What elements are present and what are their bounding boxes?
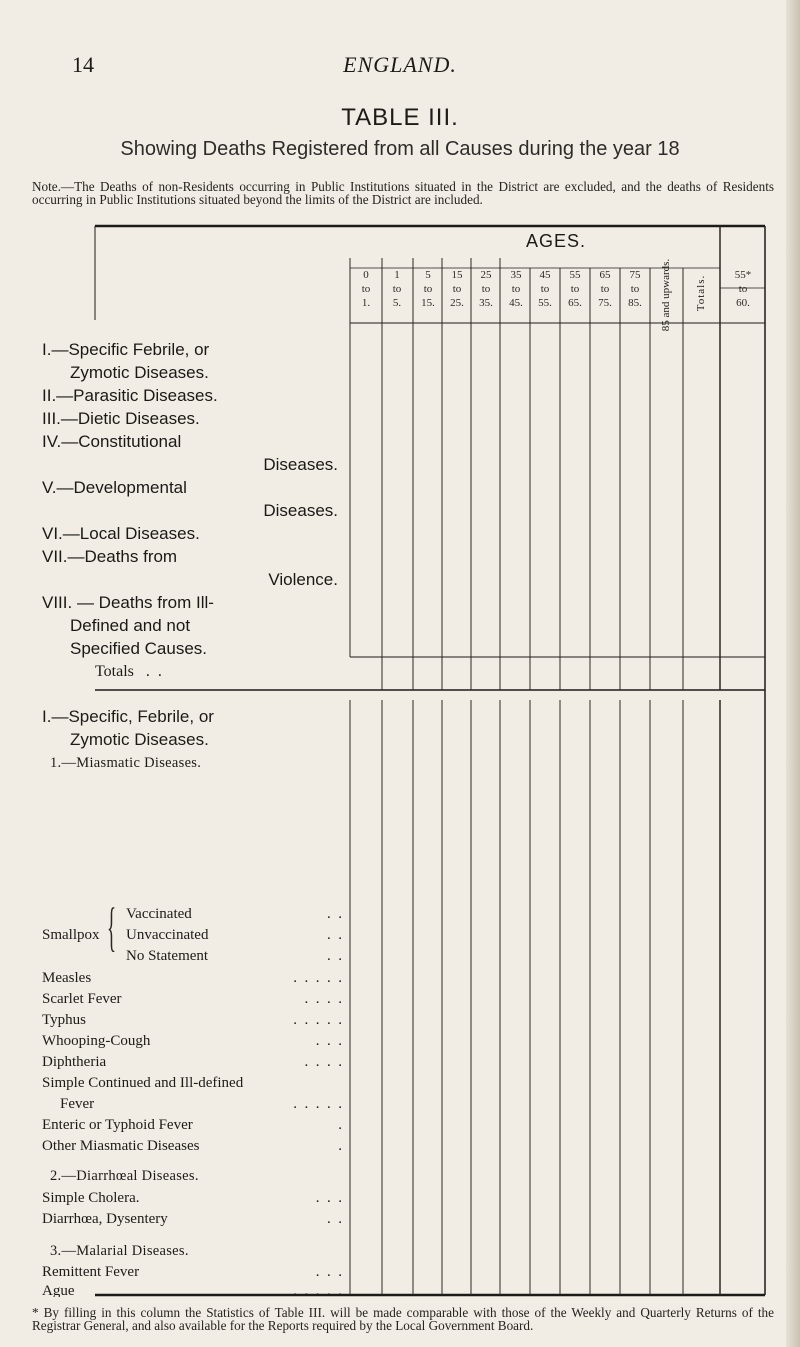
sub-heading-malarial: 3.—Malarial Diseases. (50, 1243, 189, 1259)
page-number: 14 (72, 52, 94, 77)
age-col-6: 45 to 55. (538, 269, 552, 309)
row-diarrhoea: Diarrhœa, Dysentery . . (42, 1211, 342, 1227)
class-4: IV.—Constitutional Diseases. (42, 432, 338, 474)
class-8: VIII. — Deaths from Ill- Defined and not Specified Causes. (42, 593, 214, 658)
sub-heading-diarrhoeal: 2.—Diarrhœal Diseases. (50, 1168, 199, 1184)
row-simple-continued: Simple Continued and Ill-defined (42, 1075, 244, 1091)
row-typhus: Typhus . . . . . (42, 1012, 342, 1028)
age-col-5: 35 to 45. (509, 269, 523, 309)
row-ague: Ague . . . . . (42, 1283, 342, 1297)
age-col-2: 5 to 15. (421, 269, 435, 309)
row-whooping-cough: Whooping-Cough . . . (42, 1033, 342, 1049)
table-title: TABLE III. (341, 104, 459, 131)
age-col-4: 25 to 35. (479, 269, 493, 309)
class-5: V.—Developmental Diseases. (42, 478, 338, 520)
age-col-3: 15 to 25. (450, 269, 464, 309)
row-measles: Measles . . . . . (42, 970, 342, 986)
class-6: VI.—Local Diseases. (42, 524, 200, 543)
footnote: * By filling in this column the Statistics of Table III. will be made comparable with those of the Weekly and Quarterly Returns of the Registrar General, and also available for the Reports required by the Local Government Board. (32, 1305, 774, 1333)
row-unvaccinated: Unvaccinated . . (126, 927, 342, 943)
age-col-1: 1 to 5. (392, 269, 402, 309)
row-no-statement: No Statement . . (126, 948, 342, 964)
age-col-55-60: 55* to 60. (734, 269, 752, 309)
row-diphtheria: Diphtheria . . . . (42, 1054, 342, 1070)
totals-col-heading: Totals. (695, 274, 707, 312)
age-col-9: 75 to 85. (628, 269, 642, 309)
running-head: ENGLAND. (343, 52, 457, 77)
age-col-7: 55 to 65. (568, 269, 582, 309)
sub-heading-miasmatic: 1.—Miasmatic Diseases. (50, 755, 202, 771)
row-simple-cholera: Simple Cholera. . . . (42, 1190, 342, 1206)
age-col-85-upwards: 85 and upwards. (660, 258, 672, 332)
section-zymotic: I.—Specific, Febrile, or Zymotic Diseases. (42, 707, 214, 749)
row-enteric-fever: Enteric or Typhoid Fever . (42, 1117, 342, 1133)
class-1: I.—Specific Febrile, or Zymotic Diseases. (42, 340, 210, 382)
row-scarlet-fever: Scarlet Fever . . . . (42, 991, 342, 1007)
row-other-miasmatic: Other Miasmatic Diseases . (42, 1138, 342, 1154)
age-col-0: 0 to 1. (361, 269, 371, 309)
smallpox-label: Smallpox (42, 927, 100, 943)
brace-symbol: { (107, 897, 117, 957)
table-subtitle: Showing Deaths Registered from all Causes during the year 18 (120, 138, 680, 160)
note-paragraph: Note.—The Deaths of non-Residents occurring in Public Institutions situated in the District are excluded, and the deaths of Residents occurring in Public Institutions situated beyond the limits of the District are included. (32, 179, 774, 207)
row-remittent-fever: Remittent Fever . . . (42, 1264, 342, 1280)
class-7: VII.—Deaths from Violence. (42, 547, 338, 589)
age-col-8: 65 to 75. (598, 269, 612, 309)
row-fever: Fever . . . . . (60, 1096, 342, 1112)
totals-row-label: Totals . . (95, 663, 162, 680)
class-3: III.—Dietic Diseases. (42, 409, 200, 428)
ages-heading: AGES. (525, 231, 587, 251)
class-2: II.—Parasitic Diseases. (42, 386, 218, 405)
row-vaccinated: Vaccinated . . (126, 906, 342, 922)
